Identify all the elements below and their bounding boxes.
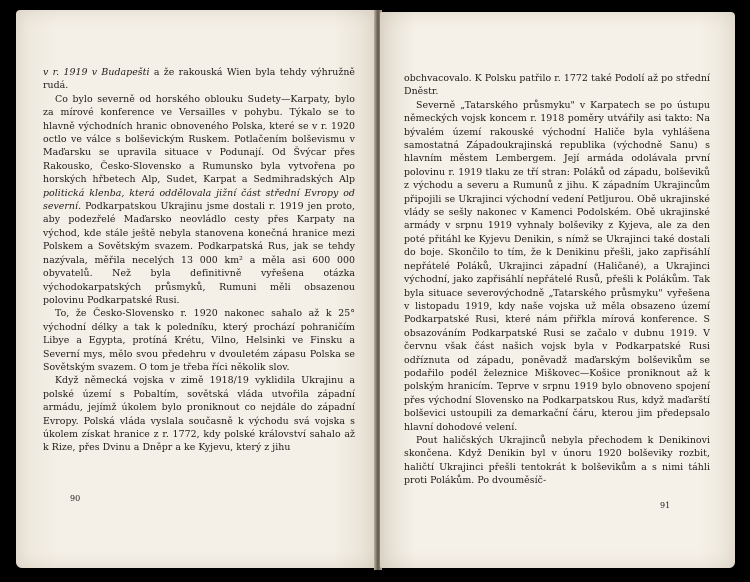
text-span: obchvacovalo. K Polsku patřilo r. 1772 také Podolí až po střední Dněstr. — [404, 73, 710, 98]
text-span: Pout haličských Ukrajinců nebyla přechodem k Denikinovi skončena. Když Denikin byl v únoru 1920 bolševiky rozbit, haličtí Ukrajinci přešli tentokrát k bolševikům a s nimi táhli proti Polákům. Po dvouměsíč- — [404, 434, 710, 487]
paragraph — [43, 93, 355, 308]
paragraph — [43, 66, 355, 93]
right-page-text — [404, 72, 710, 488]
paragraph — [404, 99, 710, 434]
italic-text: v r. 1919 v Budapešti — [43, 67, 150, 78]
paragraph — [43, 374, 355, 454]
left-page-number: 90 — [70, 494, 81, 503]
right-page-number: 91 — [660, 501, 671, 510]
paragraph — [404, 72, 710, 99]
left-page — [16, 10, 377, 568]
text-span: To, že Česko-Slovensko r. 1920 nakonec sahalo až k 25° východní délky a tak k poledníku, který prochází pohraničím Libye a Egypta, protíná Krétu, Vilno, Helsinki ve Finsku a Severní mys, mělo svou předehru v dvouletém zápasu Polska se Sovětským svazem. O tom je třeba říci několik slov. — [43, 308, 355, 373]
paragraph — [43, 307, 355, 374]
text-span: a že rakouská Wien byla tehdy výhružně rudá. — [43, 67, 355, 92]
text-span: Podkarpatskou Ukrajinu jsme dostali r. 1919 jen proto, aby podezřelé Maďarsko neovládlo cesty přes Karpaty na východ, kde stále ještě nebyla stanovena konečná hranice mezi Polskem a Sovětským svazem. Podkarpatská Rus, jak se tehdy nazývala, měřila necelých 13 000 km² a měla asi 600 000 obyvatelů. Než byla definitivně vyřešena otázka východokarpatských průsmyků, Rumuni měli obsazenou polovinu Podkarpatské Rusi. — [43, 201, 355, 306]
text-span: Když německá vojska v zimě 1918/19 vyklidila Ukrajinu a polské území s Pobaltím, sovětská vláda utvořila západní armádu, jejímž úkolem bylo proniknout co nejdále do západní Evropy. Polská vláda vyslala současně k východu svá vojska s úkolem získat hranice z r. 1772, kdy polské království sahalo až k Rize, přes Dvinu a Dněpr a ke Kyjevu, který z jihu — [43, 375, 355, 454]
right-page — [380, 12, 735, 568]
text-span: Severně „Tatarského průsmyku" v Karpatech se po ústupu německých vojsk koncem r. 1918 poměry utvářily asi takto: Na bývalém území rakouské východní Haliče byla vyhlášena samostatná Západoukrajinská republika (východně Sanu) s hlavním městem Lembergem. Její armáda odolávala první polovinu r. 1919 tlaku ze tří stran: Poláků od západu, bolševiků z východu a severu a Rumunů z jihu. K západním Ukrajincům připojili se Ukrajinci východní vedení Petljurou. Obě ukrajinské vlády se sešly nakonec v Kamenci Podolském. Obě ukrajinské armády v srpnu 1919 vyhnaly bolševiky z Kyjeva, ale za den poté přitáhl ke Kyjevu Denikin, s nímž se Ukrajinci také dostali do boje. Skončilo to tím, že k Denikinu přešli, jako zapřisáhlí nepřátelé Poláků, Ukrajinci západní (Haličané), a Ukrajinci východní, jako zapřisáhlí nepřátelé Rusů, přešli k Polákům. Tak byla situace severovýchodně „Tatarského průsmyku" vyřešena v listopadu 1919, kdy naše vojska už měla obsazeno území Podkarpatské Rusi, které nám přiřkla mírová konference. S obsazováním Podkarpatské Rusi se začalo v dubnu 1919. V červnu však část našich vojsk byla v Podkarpatské Rusi odříznuta od západu, poněvadž maďarským bolševikům se podařilo podél železnice Miškovec—Košice proniknout až k polským hranicím. Teprve v srpnu 1919 bylo obnoveno spojení přes východní Slovensko na Podkarpatskou Rus, když maďarští bolševici ustoupili za demarkační čáru, kterou jim předepsalo hlavní dohodové velení. — [404, 99, 710, 433]
text-span: Co bylo severně od horského oblouku Sudety—Karpaty, bylo za mírové konference ve Versailles v pohybu. Týkalo se to hlavně východních hranic obnoveného Polska, které se v r. 1920 octlo ve válce s bolševickým Ruskem. Potlačením bolševismu v Maďarsku se upravila situace v Podunají. Od Švýcar přes Rakousko, Česko-Slovensko a Rumunsko byla vytvořena po horských hřbetech Alp, Sudet, Karpat a Sedmihradských Alp — [43, 93, 355, 186]
left-page-text — [43, 66, 355, 455]
paragraph — [404, 434, 710, 488]
italic-text: politická klenba, která oddělovala jižní část střední Evropy od severní. — [43, 187, 355, 213]
